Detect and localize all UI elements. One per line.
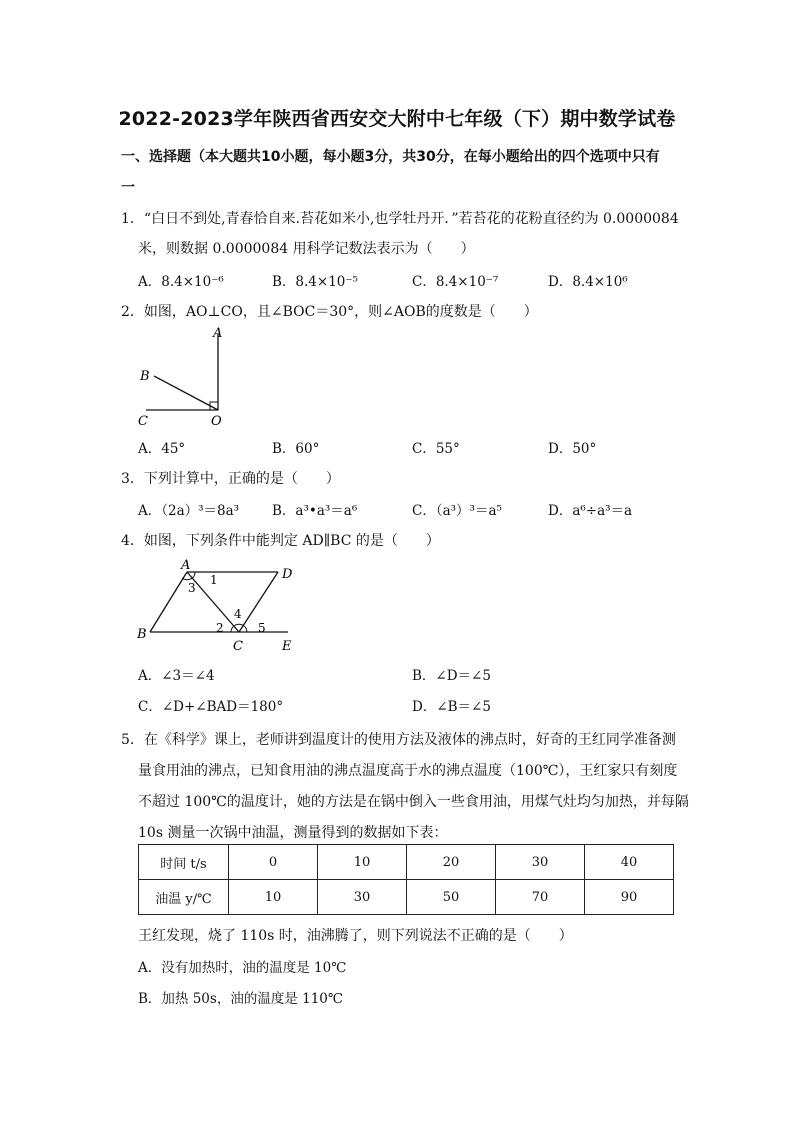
q4-label-a: A — [181, 558, 191, 573]
table-cell: 20 — [407, 845, 496, 880]
q4-label-b: B — [137, 627, 147, 642]
table-cell: 70 — [496, 880, 585, 915]
q1-stem-line2: 米，则数据 0.0000084 用科学记数法表示为（ ） — [138, 241, 475, 257]
table-cell: 90 — [585, 880, 674, 915]
q4-angle-5: 5 — [258, 621, 266, 635]
q2-option-d: D．50° — [548, 441, 597, 457]
q5-option-b: B．加热 50s，油的温度是 110℃ — [138, 991, 343, 1007]
q4-option-b: B．∠D＝∠5 — [412, 668, 491, 684]
q4-angle-4: 4 — [234, 607, 242, 621]
table-cell: 50 — [407, 880, 496, 915]
table-header-cell: 油温 y/℃ — [139, 880, 229, 915]
q4-option-a: A．∠3＝∠4 — [138, 668, 215, 684]
q3-option-d: D．a⁶÷a³＝a — [548, 503, 633, 519]
q4-option-d: D．∠B＝∠5 — [412, 699, 491, 715]
q1-option-a: A．8.4×10⁻⁶ — [138, 274, 224, 290]
table-row — [139, 880, 674, 915]
q3-stem: 3．下列计算中，正确的是（ ） — [121, 471, 340, 487]
q5-stem-line3: 不超过 100℃的温度计，她的方法是在锅中倒入一些食用油，用煤气灶均匀加热，并每隔 — [138, 794, 689, 810]
q2-label-b: B — [140, 369, 150, 384]
q3-option-b: B．a³•a³＝a⁶ — [272, 503, 358, 519]
section-heading: 一、选择题（本大题共10小题，每小题3分，共30分，在每小题给出的四个选项中只有 — [121, 149, 660, 165]
q2-option-a: A．45° — [138, 441, 186, 457]
q2-label-a: A — [213, 326, 223, 341]
q2-label-o: O — [211, 414, 222, 429]
table-cell: 30 — [496, 845, 585, 880]
q4-angle-2: 2 — [216, 621, 224, 635]
q4-label-c: C — [233, 639, 243, 654]
q5-data-table — [138, 844, 674, 915]
q3-option-a: A．（2a）³＝8a³ — [138, 503, 240, 519]
q5-stem-line2: 量食用油的沸点，已知食用油的沸点温度高于水的沸点温度（100℃），王红家只有刻度 — [138, 763, 678, 779]
q1-option-c: C．8.4×10⁻⁷ — [412, 274, 499, 290]
table-cell: 10 — [229, 880, 318, 915]
section-heading-cont: 一 — [121, 180, 135, 196]
q4-angle-3: 3 — [188, 581, 196, 595]
table-row — [139, 845, 674, 880]
q2-option-c: C．55° — [412, 441, 460, 457]
q5-stem-line1: 5．在《科学》课上，老师讲到温度计的使用方法及液体的沸点时，好奇的王红同学准备测 — [121, 732, 676, 748]
q1-option-b: B．8.4×10⁻⁵ — [272, 274, 358, 290]
q4-angle-1: 1 — [210, 573, 218, 587]
q5-option-a: A．没有加热时，油的温度是 10℃ — [138, 960, 347, 976]
q2-angle-figure — [130, 322, 240, 432]
table-cell: 40 — [585, 845, 674, 880]
q4-option-c: C．∠D+∠BAD＝180° — [138, 699, 284, 715]
q3-option-c: C．（a³）³＝a⁵ — [412, 503, 502, 519]
q4-label-e: E — [282, 639, 292, 654]
q4-label-d: D — [282, 567, 293, 582]
q5-stem-line4: 10s 测量一次锅中油温，测量得到的数据如下表： — [138, 825, 448, 841]
q1-option-d: D．8.4×10⁶ — [548, 274, 628, 290]
table-header-cell: 时间 t/s — [139, 845, 229, 880]
q4-parallelogram-figure — [132, 556, 307, 656]
q2-stem: 2．如图，AO⊥CO，且∠BOC＝30°，则∠AOB的度数是（ ） — [121, 304, 538, 320]
q4-stem: 4．如图，下列条件中能判定 AD∥BC 的是（ ） — [121, 533, 440, 549]
q1-stem-line1: 1．“白日不到处,青春恰自来.苔花如米小,也学牡丹开．”若苔花的花粉直径约为 0.0000084 — [121, 211, 679, 227]
table-cell: 0 — [229, 845, 318, 880]
table-cell: 30 — [318, 880, 407, 915]
q2-label-c: C — [138, 414, 148, 429]
q2-option-b: B．60° — [272, 441, 320, 457]
page-title: 2022-2023学年陕西省西安交大附中七年级（下）期中数学试卷 — [118, 108, 676, 130]
q5-question: 王红发现，烧了 110s 时，油沸腾了，则下列说法不正确的是（ ） — [138, 928, 573, 944]
table-cell: 10 — [318, 845, 407, 880]
